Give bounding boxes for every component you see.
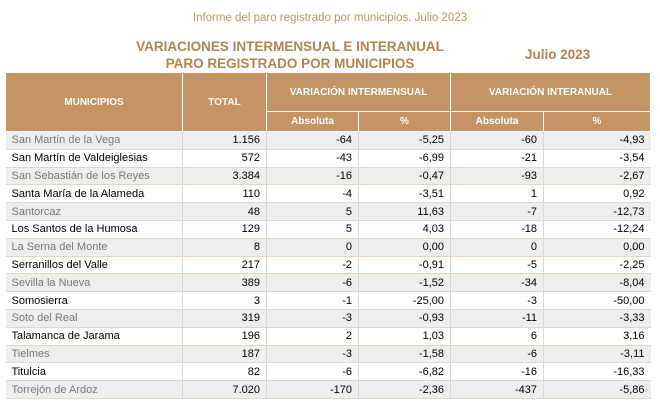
cell-interanual-absoluta: -5 [451, 256, 544, 274]
cell-municipio: San Martín de la Vega [6, 132, 183, 150]
cell-interanual-absoluta: 6 [451, 327, 544, 345]
cell-interanual-pct: 0,92 [544, 185, 651, 203]
header-interanual: VARIACIÓN INTERANUAL [451, 73, 651, 112]
table-row [6, 381, 651, 399]
cell-interanual-pct: -3,33 [544, 309, 651, 327]
cell-interanual-pct: -2,25 [544, 256, 651, 274]
cell-total: 3 [183, 292, 267, 310]
cell-intermensual-pct: 0,00 [359, 238, 451, 256]
cell-interanual-absoluta: -16 [451, 363, 544, 381]
cell-total: 572 [183, 149, 267, 167]
cell-interanual-pct: -3,11 [544, 345, 651, 363]
cell-interanual-pct: 3,16 [544, 327, 651, 345]
cell-intermensual-absoluta: -3 [267, 345, 359, 363]
period-label: Julio 2023 [525, 47, 591, 62]
table-row [6, 149, 651, 167]
cell-intermensual-absoluta: -1 [267, 292, 359, 310]
cell-interanual-absoluta: -3 [451, 292, 544, 310]
cell-intermensual-pct: -5,25 [359, 132, 451, 150]
table-row [6, 132, 651, 150]
cell-intermensual-pct: -3,51 [359, 185, 451, 203]
header-ia-pct: % [544, 112, 651, 132]
table-row [6, 256, 651, 274]
cell-interanual-absoluta: 1 [451, 185, 544, 203]
cell-total: 48 [183, 203, 267, 221]
cell-intermensual-absoluta: -4 [267, 185, 359, 203]
cell-municipio: La Serna del Monte [6, 238, 183, 256]
cell-municipio: San Sebastián de los Reyes [6, 167, 183, 185]
cell-intermensual-pct: -25,00 [359, 292, 451, 310]
cell-total: 1.156 [183, 132, 267, 150]
cell-total: 3.384 [183, 167, 267, 185]
cell-municipio: Somosierra [6, 292, 183, 310]
header-municipios: MUNICIPIOS [6, 73, 183, 132]
table-row [6, 220, 651, 238]
table-row [6, 309, 651, 327]
cell-interanual-absoluta: -93 [451, 167, 544, 185]
cell-total: 389 [183, 274, 267, 292]
cell-interanual-absoluta: -6 [451, 345, 544, 363]
cell-interanual-absoluta: -60 [451, 132, 544, 150]
cell-total: 7.020 [183, 381, 267, 399]
cell-intermensual-absoluta: -64 [267, 132, 359, 150]
cell-intermensual-pct: 1,03 [359, 327, 451, 345]
cell-interanual-absoluta: 0 [451, 238, 544, 256]
cell-total: 187 [183, 345, 267, 363]
cell-total: 129 [183, 220, 267, 238]
cell-interanual-pct: -8,04 [544, 274, 651, 292]
cell-municipio: San Martín de Valdeiglesias [6, 149, 183, 167]
cell-interanual-pct: 0,00 [544, 238, 651, 256]
table-row [6, 363, 651, 381]
header-im-absoluta: Absoluta [267, 112, 359, 132]
cell-interanual-pct: -16,33 [544, 363, 651, 381]
cell-intermensual-absoluta: -16 [267, 167, 359, 185]
cell-intermensual-absoluta: -43 [267, 149, 359, 167]
cell-intermensual-absoluta: 5 [267, 203, 359, 221]
cell-municipio: Santa María de la Alameda [6, 185, 183, 203]
cell-intermensual-absoluta: 2 [267, 327, 359, 345]
table-row [6, 238, 651, 256]
cell-municipio: Talamanca de Jarama [6, 327, 183, 345]
cell-interanual-pct: -50,00 [544, 292, 651, 310]
cell-total: 82 [183, 363, 267, 381]
cell-intermensual-pct: -0,93 [359, 309, 451, 327]
table-row [6, 274, 651, 292]
cell-interanual-absoluta: -34 [451, 274, 544, 292]
cell-municipio: Soto del Real [6, 309, 183, 327]
table-row [6, 203, 651, 221]
table-row [6, 327, 651, 345]
table-row [6, 345, 651, 363]
table-row [6, 167, 651, 185]
cell-intermensual-absoluta: -170 [267, 381, 359, 399]
table-row [6, 292, 651, 310]
cell-municipio: Los Santos de la Humosa [6, 220, 183, 238]
cell-municipio: Titulcia [6, 363, 183, 381]
cell-intermensual-absoluta: 5 [267, 220, 359, 238]
cell-interanual-absoluta: -7 [451, 203, 544, 221]
cell-total: 8 [183, 238, 267, 256]
cell-interanual-absoluta: -18 [451, 220, 544, 238]
cell-intermensual-absoluta: -6 [267, 363, 359, 381]
cell-intermensual-pct: -6,99 [359, 149, 451, 167]
cell-municipio: Santorcaz [6, 203, 183, 221]
header-intermensual: VARIACIÓN INTERMENSUAL [267, 73, 451, 112]
cell-intermensual-absoluta: 0 [267, 238, 359, 256]
header-ia-absoluta: Absoluta [451, 112, 544, 132]
cell-intermensual-pct: 11,63 [359, 203, 451, 221]
cell-total: 217 [183, 256, 267, 274]
cell-interanual-pct: -3,54 [544, 149, 651, 167]
cell-intermensual-pct: -6,82 [359, 363, 451, 381]
cell-intermensual-absoluta: -6 [267, 274, 359, 292]
table-heading [90, 38, 490, 72]
cell-intermensual-pct: -2,36 [359, 381, 451, 399]
cell-total: 110 [183, 185, 267, 203]
cell-interanual-pct: -12,73 [544, 203, 651, 221]
cell-interanual-pct: -12,24 [544, 220, 651, 238]
cell-municipio: Tielmes [6, 345, 183, 363]
cell-interanual-pct: -2,67 [544, 167, 651, 185]
header-im-pct: % [359, 112, 451, 132]
cell-intermensual-pct: -1,52 [359, 274, 451, 292]
cell-municipio: Serranillos del Valle [6, 256, 183, 274]
heading-line-2: PARO REGISTRADO POR MUNICIPIOS [165, 56, 415, 71]
cell-intermensual-pct: 4,03 [359, 220, 451, 238]
cell-intermensual-absoluta: -3 [267, 309, 359, 327]
cell-municipio: Torrejón de Ardoz [6, 381, 183, 399]
header-total: TOTAL [183, 73, 267, 132]
cell-interanual-pct: -4,93 [544, 132, 651, 150]
heading-line-1: VARIACIONES INTERMENSUAL E INTERANUAL [136, 39, 444, 54]
cell-interanual-absoluta: -21 [451, 149, 544, 167]
cell-total: 319 [183, 309, 267, 327]
cell-intermensual-absoluta: -2 [267, 256, 359, 274]
table-body [6, 132, 651, 399]
cell-interanual-pct: -5,86 [544, 381, 651, 399]
cell-intermensual-pct: -1,58 [359, 345, 451, 363]
cell-interanual-absoluta: -11 [451, 309, 544, 327]
unemployment-table [5, 72, 651, 399]
cell-intermensual-pct: -0,91 [359, 256, 451, 274]
report-title: Informe del paro registrado por municipios. Julio 2023 [192, 12, 468, 24]
table-row [6, 185, 651, 203]
cell-interanual-absoluta: -437 [451, 381, 544, 399]
cell-municipio: Sevilla la Nueva [6, 274, 183, 292]
cell-total: 196 [183, 327, 267, 345]
cell-intermensual-pct: -0,47 [359, 167, 451, 185]
